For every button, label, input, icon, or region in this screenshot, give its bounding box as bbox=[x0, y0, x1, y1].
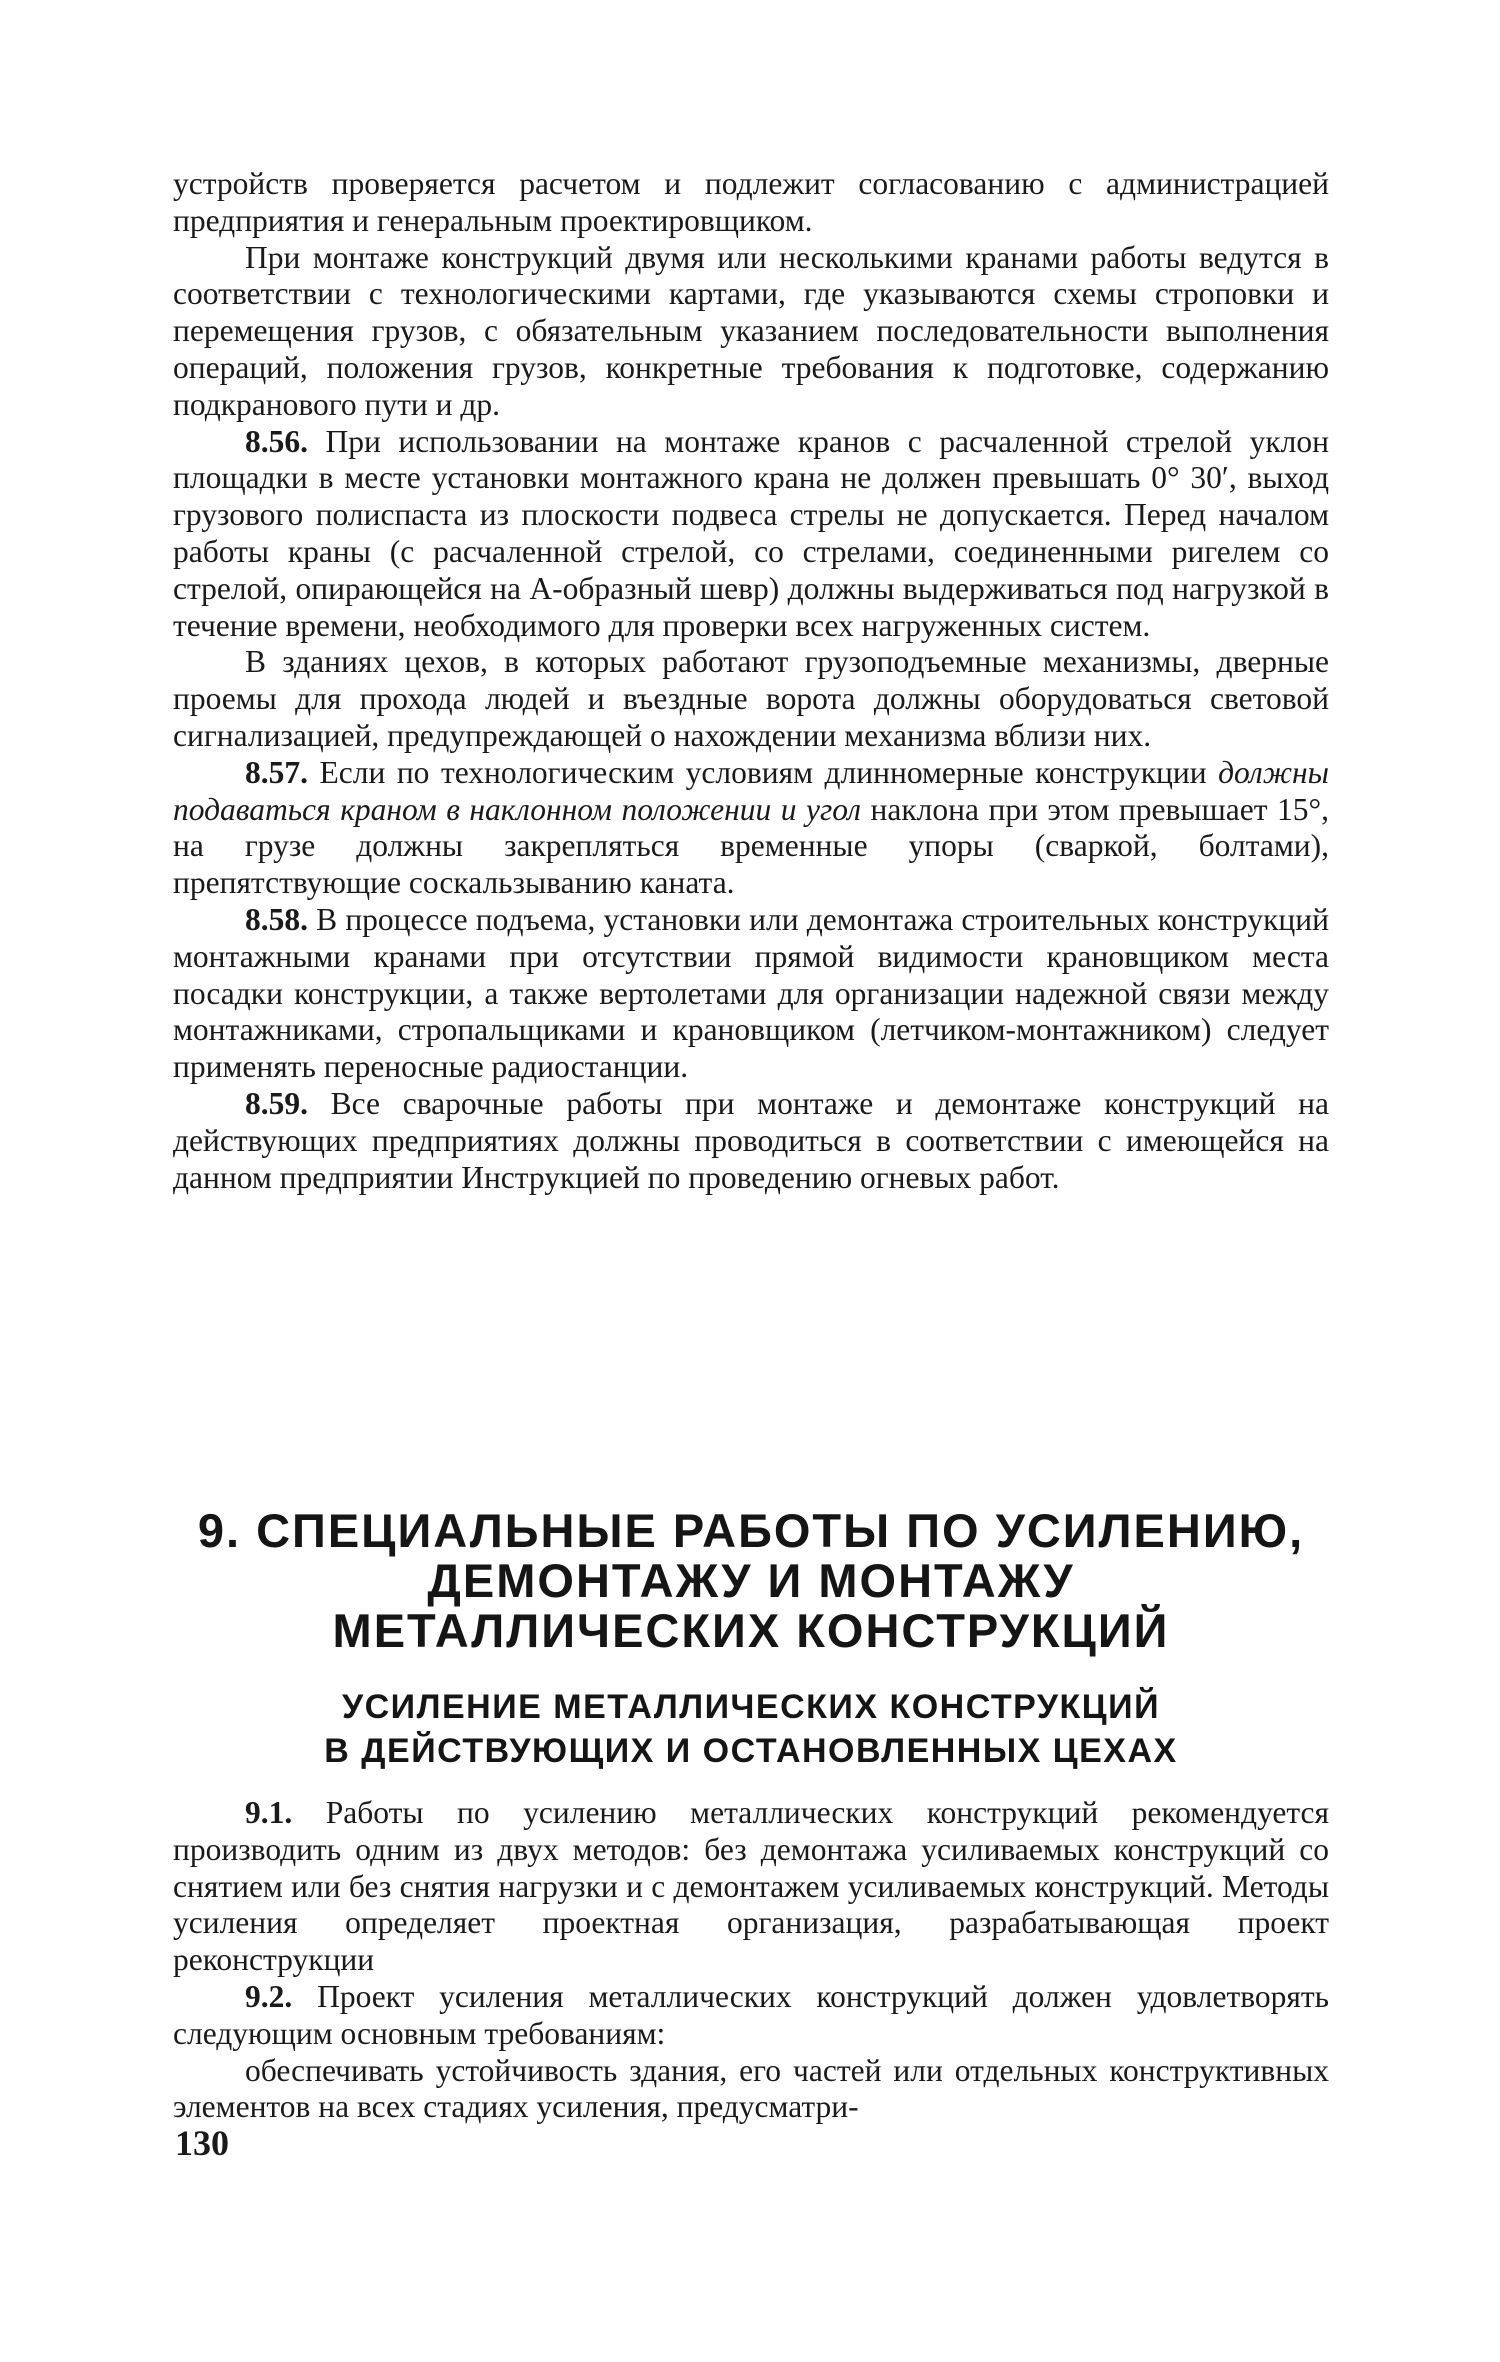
clause-text: При использовании на монтаже кранов с расчаленной стрелой уклон площадки в месте установки монтажного крана не должен превышать 0° 30′, выход грузового полиспаста из плоскости подвеса стрелы не допускается. Перед началом работы краны (с расчаленной стрелой, со стрелами, соединенными ригелем со стрелой, опирающейся на А-образный шевр) должны выдерживаться под нагрузкой в течение времени, необходимого для проверки всех нагруженных систем. bbox=[173, 423, 1329, 643]
paragraph-9-1 bbox=[173, 1795, 1329, 1979]
clause-text: наклона при этом превышает 15°, на грузе должны закрепляться временные упоры (сваркой, болтами), препятствующие соскальзыванию каната. bbox=[173, 791, 1329, 901]
body-block-bottom bbox=[173, 1795, 1329, 2126]
paragraph-8-57 bbox=[173, 755, 1329, 902]
paragraph-requirement-stability: обеспечивать устойчивость здания, его частей или отдельных конструктивных элементов на всех стадиях усиления, предусматри- bbox=[173, 2052, 1329, 2125]
clause-italic-text: должны подаваться краном в наклонном положении и угол bbox=[173, 754, 1329, 827]
paragraph-continuation: устройств проверяется расчетом и подлежит согласованию с администрацией предприятия и генеральным проектировщиком. bbox=[173, 166, 1329, 238]
clause-text: Все сварочные работы при монтаже и демонтаже конструкций на действующих предприятиях должны проводиться в соответствии с имеющейся на данном предприятии Инструкцией по проведению огневых работ. bbox=[173, 1085, 1329, 1195]
paragraph-8-59 bbox=[173, 1086, 1329, 1196]
paragraph-8-58 bbox=[173, 902, 1329, 1086]
clause-text: Работы по усилению металлических конструкций рекомендуется производить одним из двух методов: без демонтажа усиливаемых конструкций со снятием или без снятия нагрузки и с демонтажем усиливаемых конструкций. Методы усиления определяет проектная организация, разрабатывающая проект реконструкции bbox=[173, 1795, 1329, 1978]
paragraph-workshop-signals: В зданиях цехов, в которых работают грузоподъемные механизмы, дверные проемы для прохода людей и въездные ворота должны оборудоваться световой сигнализацией, предупреждающей о нахождении механизма вблизи них. bbox=[173, 644, 1329, 753]
subsection-title-line-2: В ДЕЙСТВУЮЩИХ И ОСТАНОВЛЕННЫХ ЦЕХАХ bbox=[324, 1732, 1178, 1770]
section-title-line-2: ДЕМОНТАЖУ И МОНТАЖУ bbox=[427, 1554, 1075, 1607]
clause-number: 8.59. bbox=[245, 1085, 308, 1121]
clause-text: Проект усиления металлических конструкций должен удовлетворять следующим основным требованиям: bbox=[173, 1978, 1329, 2051]
clause-number: 9.2. bbox=[245, 1978, 293, 2014]
clause-text: В процессе подъема, установки или демонтажа строительных конструкций монтажными кранами при отсутствии прямой видимости крановщиком места посадки конструкции, а также вертолетами для организации надежной связи между монтажниками, стропальщиками и крановщиком (летчиком-монтажником) следует применять переносные радиостанции. bbox=[173, 901, 1329, 1085]
clause-text: Если по технологическим условиям длинномерные конструкции bbox=[308, 754, 1219, 790]
clause-number: 8.56. bbox=[245, 423, 308, 459]
clause-number: 8.57. bbox=[245, 754, 308, 790]
section-title-line-1: 9. СПЕЦИАЛЬНЫЕ РАБОТЫ ПО УСИЛЕНИЮ, bbox=[197, 1504, 1305, 1557]
page-number: 130 bbox=[175, 2123, 229, 2163]
paragraph-crane-multiple: При монтаже конструкций двумя или несколькими кранами работы ведутся в соответствии с технологическими картами, где указываются схемы строповки и перемещения грузов, с обязательным указанием последовательности выполнения операций, положения грузов, конкретные требования к подготовке, содержанию подкранового пути и др. bbox=[173, 239, 1329, 422]
clause-number: 8.58. bbox=[245, 901, 308, 937]
clause-number: 9.1. bbox=[245, 1795, 293, 1830]
subsection-title-line-1: УСИЛЕНИЕ МЕТАЛЛИЧЕСКИХ КОНСТРУКЦИЙ bbox=[341, 1688, 1161, 1726]
body-block-top bbox=[173, 166, 1329, 1196]
section-title-line-3: МЕТАЛЛИЧЕСКИХ КОНСТРУКЦИЙ bbox=[332, 1604, 1170, 1657]
paragraph-8-56 bbox=[173, 424, 1329, 645]
paragraph-9-2 bbox=[173, 1979, 1329, 2053]
